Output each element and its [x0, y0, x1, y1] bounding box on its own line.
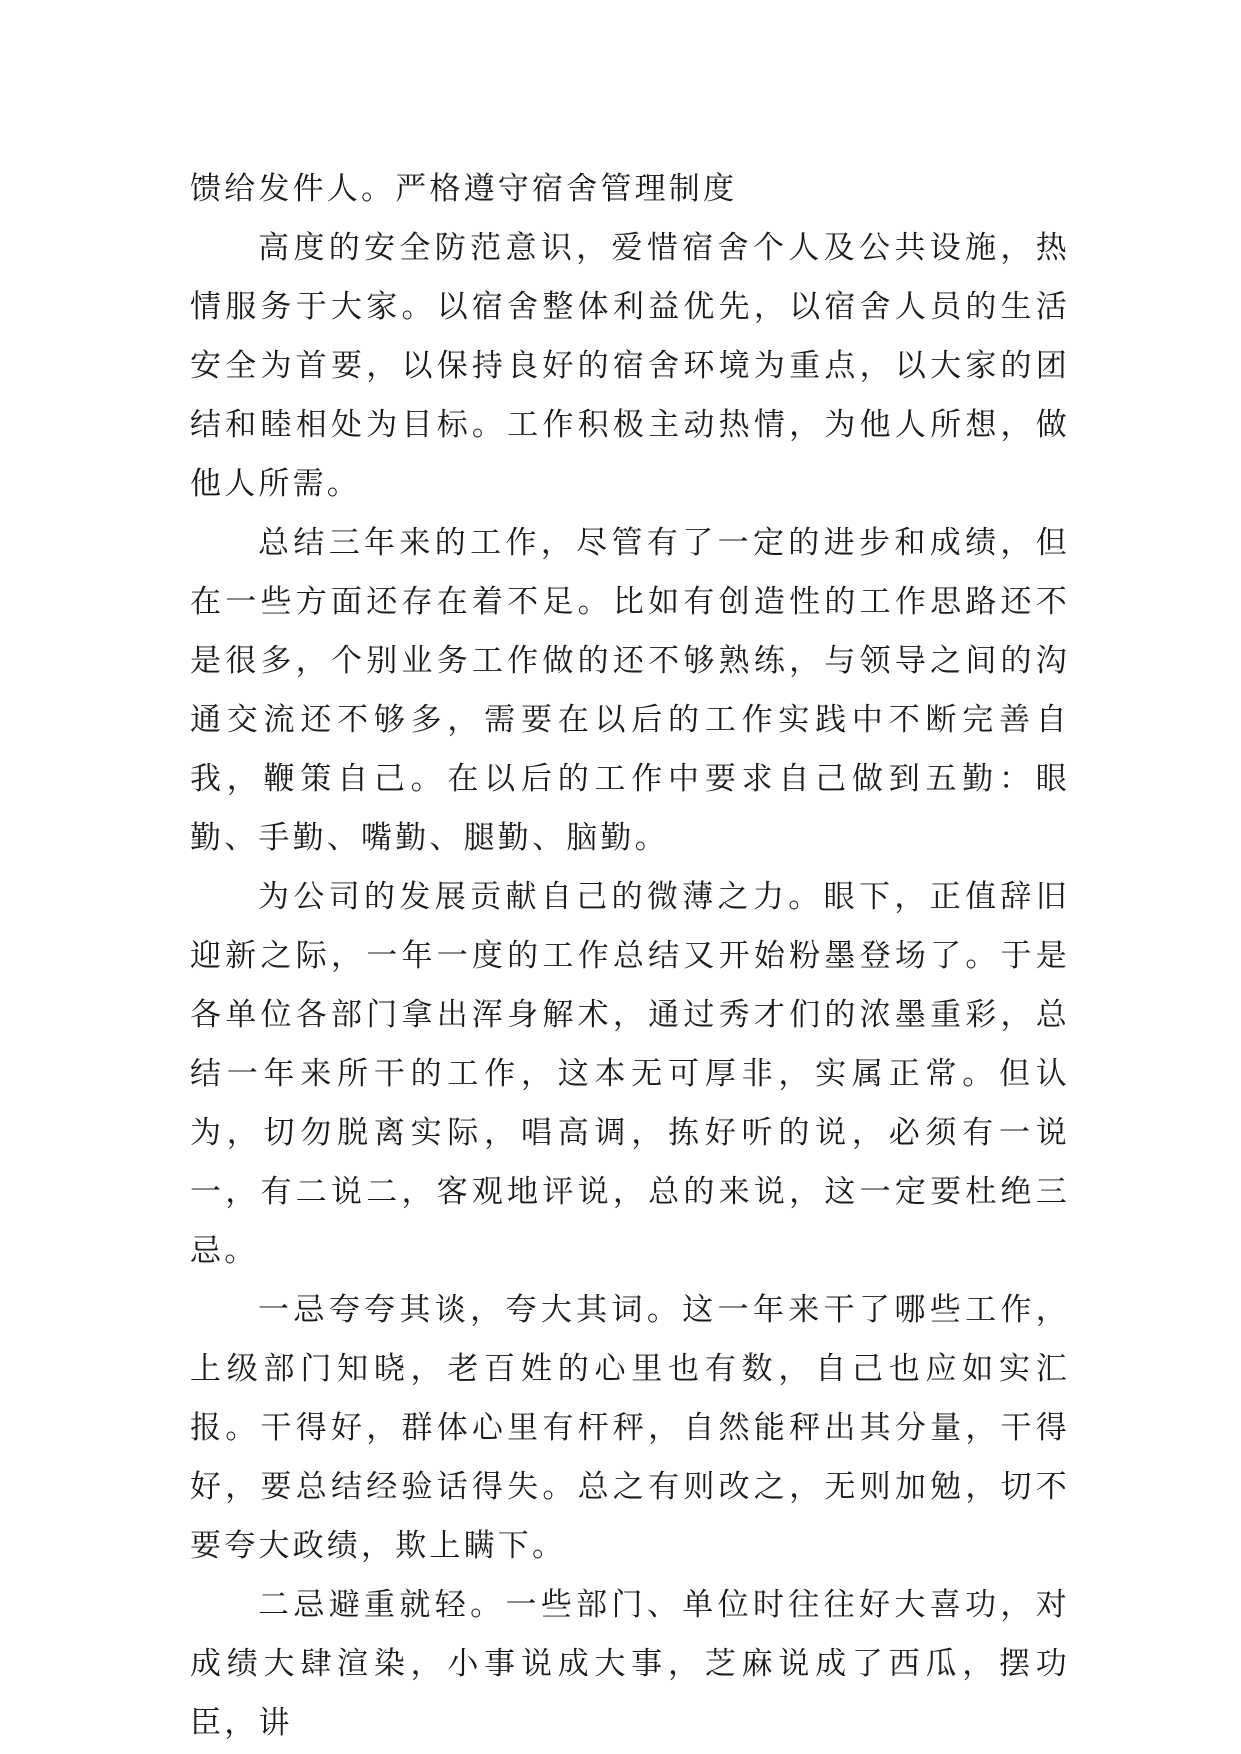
paragraph-4: 为公司的发展贡献自己的微薄之力。眼下，正值辞旧迎新之际，一年一度的工作总结又开始粉墨登场了。于是各单位各部门拿出浑身解术，通过秀才们的浓墨重彩，总结一年来所干的工作，这本无可厚非，实属正常。但认为，切勿脱离实际，唱高调，拣好听的说，必须有一说一，有二说二，客观地评说，总的来说，这一定要杜绝三忌。	[190, 879, 1070, 1269]
paragraph-2: 高度的安全防范意识，爱惜宿舍个人及公共设施，热情服务于大家。以宿舍整体利益优先，以宿舍人员的生活安全为首要，以保持良好的宿舍环境为重点，以大家的团结和睦相处为目标。工作积极主动热情，为他人所想，做他人所需。	[190, 230, 1070, 502]
paragraph-3: 总结三年来的工作，尽管有了一定的进步和成绩，但在一些方面还存在着不足。比如有创造性的工作思路还不是很多，个别业务工作做的还不够熟练，与领导之间的沟通交流还不够多，需要在以后的工作实践中不断完善自我，鞭策自己。在以后的工作中要求自己做到五勤：眼勤、手勤、嘴勤、腿勤、脑勤。	[190, 525, 1070, 856]
paragraph-6: 二忌避重就轻。一些部门、单位时往往好大喜功，对成绩大肆渲染，小事说成大事，芝麻说成了西瓜，摆功臣，讲	[190, 1587, 1070, 1741]
paragraph-1: 馈给发件人。严格遵守宿舍管理制度	[190, 171, 738, 207]
document-body	[190, 160, 1070, 1753]
paragraph-5: 一忌夸夸其谈，夸大其词。这一年来干了哪些工作，上级部门知晓，老百姓的心里也有数，自己也应如实汇报。干得好，群体心里有杆秤，自然能秤出其分量，干得好，要总结经验话得失。总之有则改之，无则加勉，切不要夸大政绩，欺上瞒下。	[190, 1292, 1070, 1564]
